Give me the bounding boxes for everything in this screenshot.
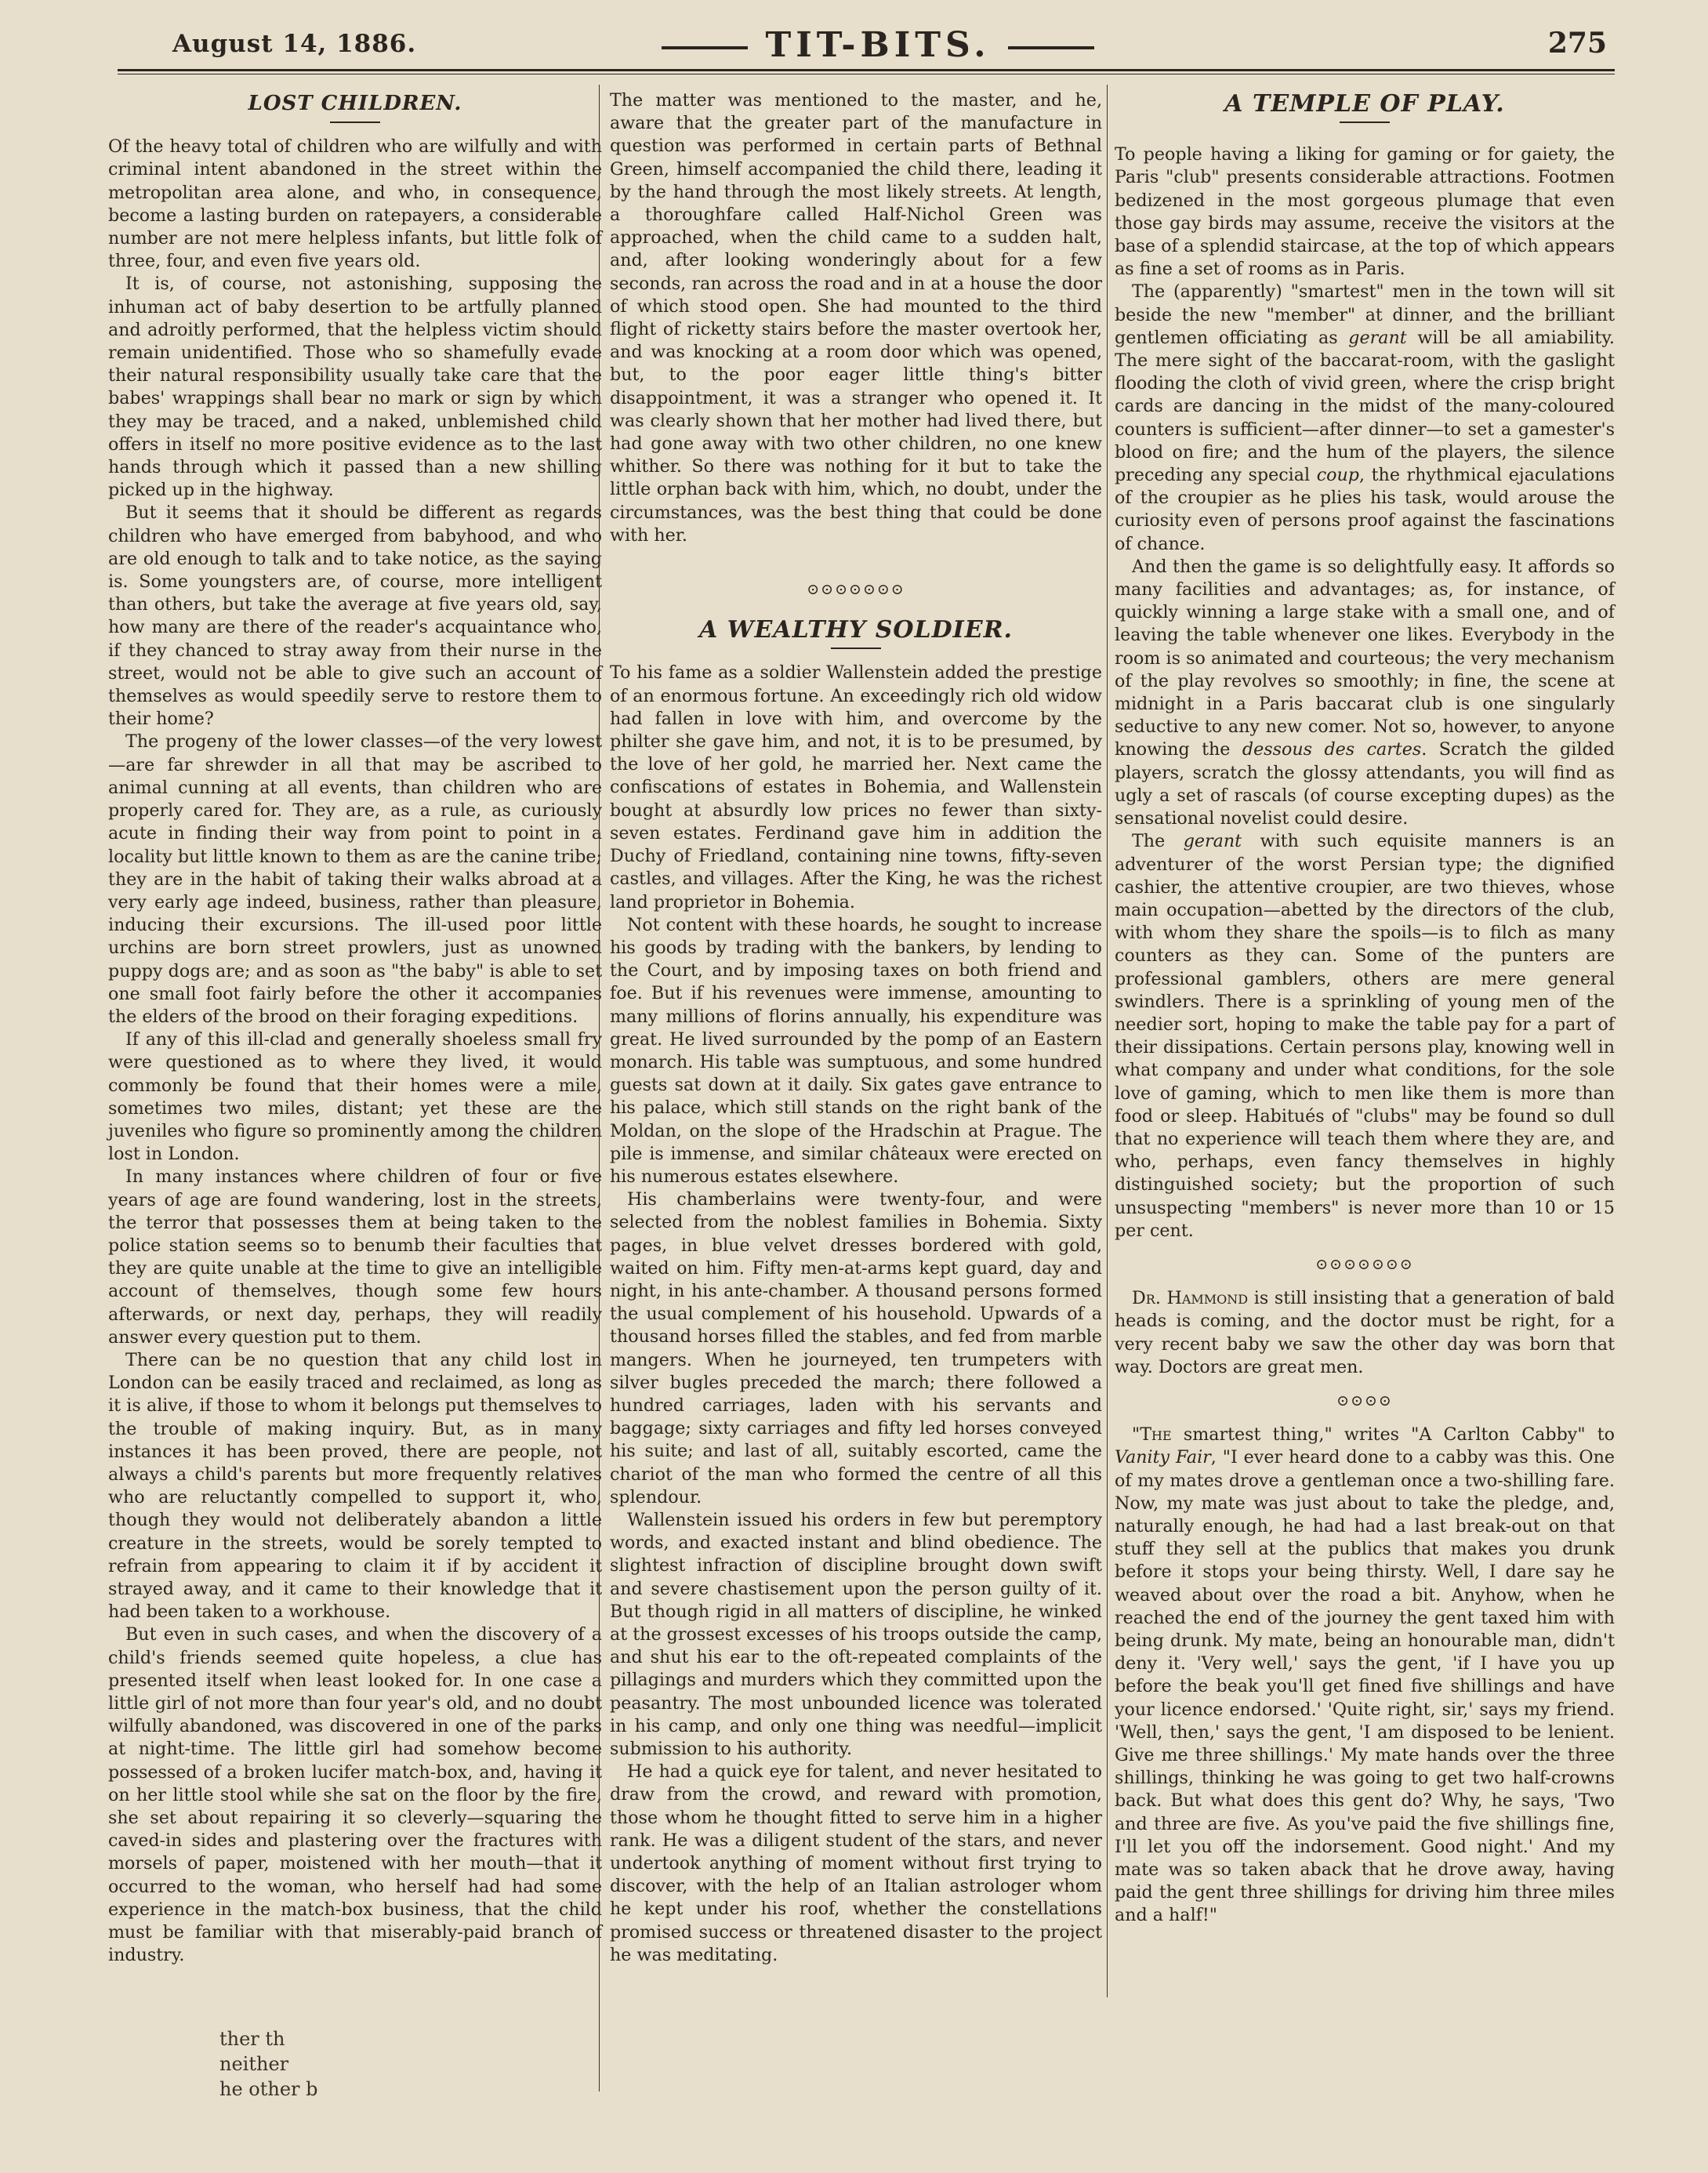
section-ornament: ⊙⊙⊙⊙⊙⊙⊙	[1315, 1255, 1414, 1273]
article-paragraph: The matter was mentioned to the master, and he, aware that the greater part of the manufacture in question was performed in certain parts of Bethnal Green, himself accompanied the child there, leading it by the hand through the most likely streets. At length, a thoroughfare called Half-Nichol Green was approached, when the child came to a sudden halt, and, after looking wonderingly about for a few seconds, ran across the road and in at a house the door of which stood open. She had mounted to the third flight of ricketty stairs before the master overtook her, and was knocking at a room door which was opened, but, to the poor eager little thing's bitter disappointment, it was a stranger who opened it. It was clearly shown that her mother had lived there, but had gone away with two other children, no one knew whither. So there was nothing for it but to take the little orphan back with him, which, no doubt, under the circumstances, was the best thing that could be done with her.	[610, 90, 1102, 546]
heading-rule	[1340, 122, 1390, 123]
article-paragraph: Wallenstein issued his orders in few but peremptory words, and exacted instant and blind obedience. The slightest infraction of discipline brought down swift and severe chastisement upon the person guilty of it. But though rigid in all matters of discipline, he winked at the grossest excesses of his troops outside the camp, and shut his ear to the oft-repeated complaints of the pillagings and murders which they committed upon the peasantry. The most unbounded licence was tolerated in his camp, and only one thing was needful—implicit submission to his authority.	[610, 1509, 1102, 1760]
article-paragraph: There can be no question that any child lost in London can be easily traced and reclaimed, as long as it is alive, if those to whom it belongs put themselves to the trouble of making inquiry. But, as in many instances it has been proved, there are people, not always a child's parents but more frequently relatives who are reluctantly compelled to support it, who, though they would not deliberately abandon a little creature in the streets, would be sorely tempted to refrain from appearing to claim it if by accident it strayed away, and it came to their knowledge that it had been taken to a workhouse.	[108, 1349, 602, 1623]
text-run: The	[1132, 831, 1184, 852]
article-paragraph: Not content with these hoards, he sought to increase his goods by trading with the bankers, by lending to the Court, and by imposing taxes on both friend and foe. But if his revenues were immense, amounting to many millions of florins annually, his expenditure was great. He lived surrounded by the pomp of an Eastern monarch. His table was sumptuous, and some hundred guests sat down at it daily. Six gates gave entrance to his palace, which still stands on the right bank of the Moldan, on the slope of the Hradschin at Prague. The pile is immense, and similar châteaux were erected on his numerous estates elsewhere.	[610, 914, 1102, 1187]
small-caps-word: The	[1140, 1424, 1172, 1446]
column-1	[108, 85, 602, 1967]
fragment-line: neither	[219, 2053, 289, 2075]
article-paragraph: The progeny of the lower classes—of the very lowest—are far shrewder in all that may be ascribed to animal cunning at all events, than children who are properly cared for. They are, as a rule, as curiously acute in finding their way from point to point in a locality but little known to them as are the canine tribe; they are in the habit of taking their walks abroad at a very early age indeed, business, rather than pleasure, inducing their excursions. The ill-used poor little urchins are born street prowlers, just as unowned puppy dogs are; and as soon as "the baby" is able to set one small foot fairly before the other it accompanies the elders of the brood on their foraging expeditions.	[108, 731, 602, 1027]
publication-title: TIT-BITS.	[765, 25, 991, 65]
italic-title: Vanity Fair	[1115, 1447, 1211, 1468]
text-run: "	[1132, 1424, 1140, 1446]
article-paragraph: Of the heavy total of children who are wilfully and with criminal intent abandoned in the street within the metropolitan area alone, and who, in consequence, become a lasting burden on ratepayers, a considerable number are not mere helpless infants, but little folk of three, four, and even five years old.	[108, 136, 602, 272]
italic-term: coup	[1316, 465, 1359, 486]
article-paragraph: He had a quick eye for talent, and never hesitated to draw from the crowd, and reward with promotion, those whom he thought fitted to serve him in a higher rank. He was a diligent student of the stars, and never undertook anything of moment without first trying to discover, with the help of an Italian astrologer whom he kept under his roof, whether the constellations promised success or threatened disaster to the project he was meditating.	[610, 1761, 1102, 1965]
issue-date: August 14, 1886.	[172, 30, 417, 58]
text-run: with such equisite manners is an adventurer of the worst Persian type; the dignified cashier, the attentive croupier, are two thieves, whose main occupation—abetted by the directors of the club, with whom they share the spoils—is to filch as many counters as they can. Some of the punters are professional gamblers, others are mere general swindlers. There is a sprinkling of young men of the needier sort, hoping to make the table pay for a part of their dissipations. Certain persons play, knowing well in what company and under what conditions, for the sole love of gaming, which to men like them is more than food or sleep. Habitués of "clubs" may be found so dull that no experience will teach them where they are, and who, perhaps, even fancy themselves in highly distinguished society; but the proportion of such unsuspecting "members" is never more than 10 or 15 per cent.	[1115, 831, 1615, 1241]
article-paragraph: It is, of course, not astonishing, supposing the inhuman act of baby desertion to be artfully planned and adroitly performed, that the helpless victim should remain unidentified. Those who so shamefully evade their natural responsibility usually take care that the babes' wrappings shall bear no mark or sign by which they may be traced, and a naked, unblemished child offers in itself no more positive evidence as to the last hands through which it passed than a new shilling picked up in the highway.	[108, 274, 602, 501]
masthead	[118, 22, 1638, 85]
article-paragraph: To people having a liking for gaming or for gaiety, the Paris "club" presents considerable attractions. Footmen bedizened in the most gorgeous plumage that even those gay birds may assume, receive the visitors at the base of a splendid staircase, at the top of which appears as fine a set of rooms as in Paris.	[1115, 144, 1615, 280]
masthead-title-row	[118, 25, 1638, 65]
text-run: , the rhythmical ejaculations of the croupier as he plies his task, would arouse the curiosity even of persons proof against the fascinations of chance.	[1115, 465, 1615, 554]
title-dash-right	[1008, 46, 1094, 49]
italic-term: gerant	[1348, 327, 1407, 348]
heading-rule	[330, 122, 380, 123]
text-run: , "I ever heard done to a cabby was this. One of my mates drove a gentleman once a two-shilling fare. Now, my mate was just about to take the pledge, and, naturally enough, he had had a last break-out on that stuff they sell at the publics that makes you drunk before it stops your being thirsty. Well, I dare say he weaved about over the road a bit. Anyhow, when he reached the end of the journey the gent taxed him with being drunk. My mate, being an honourable man, didn't deny it. 'Very well,' says the gent, 'if I have you up before the beak you'll get fined five shillings and have your licence endorsed.' 'Quite right, sir,' says my friend. 'Well, then,' says the gent, 'I am disposed to be lenient. Give me three shillings.' My mate hands over the three shillings, thinking he was going to get two half-crowns back. But what does this gent do? Why, he says, 'Two and three are five. As you've paid the five shillings fine, I'll let you off the indorsement. Good night.' And my mate was so taken aback that he drove away, having paid the gent three shillings for driving him three miles and a half!"	[1115, 1447, 1615, 1926]
bleed-through-fragment	[219, 2026, 318, 2102]
fragment-line: he other b	[219, 2078, 318, 2100]
article-paragraph: To his fame as a soldier Wallenstein added the prestige of an enormous fortune. An exceedingly rich old widow had fallen in love with him, and overcome by the philter she gave him, and not, it is to be presumed, by the love of her gold, he married her. Next came the confiscations of estates in Bohemia, and Wallenstein bought at absurdly low prices no fewer than sixty-seven estates. Ferdinand gave him in addition the Duchy of Friedland, containing nine towns, fifty-seven castles, and villages. After the King, he was the richest land proprietor in Bohemia.	[610, 662, 1102, 912]
title-dash-left	[662, 46, 748, 49]
article-heading: LOST CHILDREN.	[248, 92, 462, 115]
section-ornament: ⊙⊙⊙⊙⊙⊙⊙	[807, 581, 905, 599]
article-paragraph: If any of this ill-clad and generally shoeless small fry were questioned as to where they lived, it would commonly be found that their homes were a mile, sometimes two miles, distant; yet these are the juveniles who figure so prominently among the children lost in London.	[108, 1029, 602, 1165]
italic-term: gerant	[1183, 831, 1242, 852]
column-2	[610, 85, 1102, 1967]
heading-rule	[831, 648, 881, 649]
article-paragraph: But it seems that it should be different as regards children who have emerged from babyhood, and who are old enough to talk and to take notice, as the saying is. Some youngsters are, of course, more intelligent than others, but take the average at five years old, say, how many are there of the reader's acquaintance who, if they chanced to stray away from their nurse in the street, would not be able to give such an account of themselves as would speedily serve to restore them to their home?	[108, 502, 602, 730]
text-run: The (apparently) "smartest" men in the town will sit beside the new "member" at dinner, and the brilliant gentlemen officiating as	[1115, 281, 1615, 348]
text-run: will be all amiability. The mere sight of the baccarat-room, with the gaslight flooding the cloth of vivid green, where the crisp bright cards are dancing in the midst of the many-coloured counters is sufficient—after dinner—to set a gamester's blood on fire; and the hum of the players, the silence preceding any special	[1115, 327, 1615, 486]
small-caps-name: Dr. Hammond	[1132, 1288, 1249, 1309]
article-paragraph	[1115, 281, 1615, 555]
article-heading: A TEMPLE OF PLAY.	[1224, 90, 1505, 118]
column-divider	[1107, 85, 1108, 1997]
text-run: . Scratch the gilded players, scratch the glossy attendants, you will find as ugly a set of rascals (of course excepting dupes) as the sensational novelist could desire.	[1115, 739, 1615, 829]
column-3	[1115, 85, 1615, 1928]
article-heading: A WEALTHY SOLDIER.	[699, 616, 1013, 644]
italic-term: dessous des cartes	[1242, 739, 1422, 760]
article-paragraph: His chamberlains were twenty-four, and were selected from the noblest families in Bohemia. Sixty pages, in blue velvet dresses bordered with gold, waited on him. Fifty men-at-arms kept guard, day and night, in his ante-chamber. A thousand persons formed the usual complement of his household. Upwards of a thousand horses filled the stables, and fed from marble mangers. When he journeyed, ten trumpeters with silver bugles preceded the march; there followed a hundred carriages, laden with his servants and baggage; sixty carriages and fifty led horses conveyed his suite; and last of all, suitably escorted, came the chariot of the man who formed the centre of all this splendour.	[610, 1189, 1102, 1507]
text-run: is still insisting that a generation of bald heads is coming, and the doctor must be right, for a very recent baby we saw the other day was born that way. Doctors are great men.	[1115, 1288, 1615, 1377]
article-paragraph	[1115, 830, 1615, 1242]
page-number: 275	[1547, 27, 1607, 60]
article-paragraph: But even in such cases, and when the discovery of a child's friends seemed quite hopeless, a clue has presented itself when least looked for. In one case a little girl of not more than four year's old, and no doubt wilfully abandoned, was discovered in one of the parks at night-time. The little girl had somehow become possessed of a broken lucifer match-box, and, having it on her little stool while she sat on the floor by the fire, she set about repairing it so cleverly—squaring the caved-in sides and plastering over the fractures with morsels of paper, moistened with her mouth—that it occurred to the woman, who herself had had some experience in the match-box business, that the child must be familiar with that miserably-paid branch of industry.	[108, 1624, 602, 1966]
article-paragraph	[1115, 556, 1615, 830]
text-run: And then the game is so delightfully easy. It affords so many facilities and advantages; as, for instance, of quickly winning a large stake with a small one, and of leaving the table whenever one likes. Everybody in the room is so animated and courteous; the very mechanism of the play revolves so smoothly; in fine, the scene at midnight in a Paris baccarat club is one singularly seductive to any new comer. Not so, however, to anyone knowing the	[1115, 556, 1615, 760]
header-double-rule	[118, 69, 1615, 74]
article-paragraph: In many instances where children of four or five years of age are found wandering, lost in the streets, the terror that possesses them at being taken to the police station seems so to benumb their faculties that they are quite unable at the time to give an intelligible account of themselves, though some few hours afterwards, or next day, perhaps, they will readily answer every question put to them.	[108, 1166, 602, 1348]
article-paragraph	[1115, 1287, 1615, 1379]
fragment-line: ther th	[219, 2028, 285, 2050]
article-paragraph	[1115, 1424, 1615, 1927]
text-run: smartest thing," writes "A Carlton Cabby" to	[1171, 1424, 1615, 1446]
section-ornament: ⊙⊙⊙⊙	[1336, 1391, 1393, 1409]
